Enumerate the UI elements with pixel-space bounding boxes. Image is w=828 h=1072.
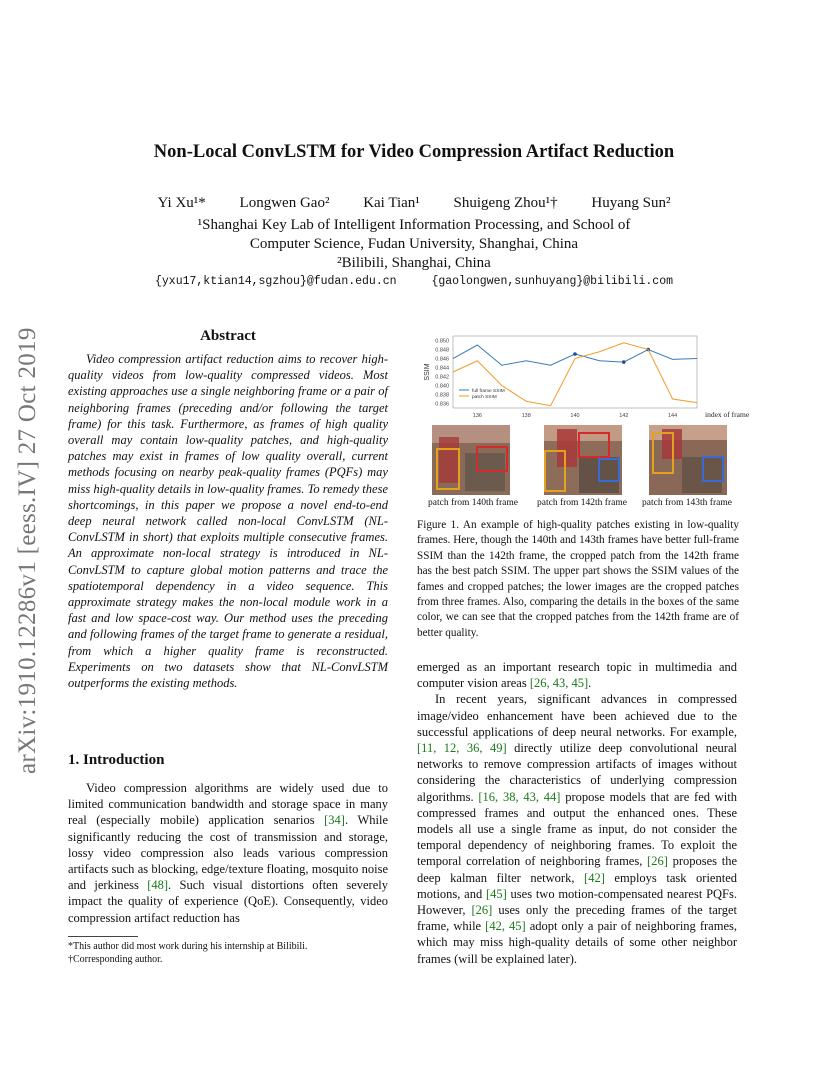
- text-run: Video compression algorithms are widely used due to limited communication bandwidth and storage space in many real (especially mobile) application senarios: [68, 781, 388, 828]
- intro-paragraph-2: [417, 691, 737, 966]
- frame-patch-images: [417, 423, 742, 498]
- section-heading-introduction: 1. Introduction: [68, 752, 165, 768]
- citation-link[interactable]: [26, 43, 45]: [529, 676, 589, 691]
- figure-caption: Figure 1. An example of high-quality patches existing in low-quality frames. Here, though the 140th and 143th frames have better full-frame SSIM than the 142th frame, the cropped patch from the 142th frame has the best patch SSIM. The upper part shows the SSIM values of the fames and cropped patches; the lower images are the cropped patches from three frames. Also, comparing the details in the boxes of the same color, we can see that the cropped patches from the 142th frame are of better quality.: [417, 519, 739, 639]
- y-axis-label: SSIM: [424, 363, 431, 381]
- y-tick-label: 0.840: [435, 383, 449, 390]
- citation-link[interactable]: [34]: [324, 813, 345, 828]
- affiliation-line-3: ²Bilibili, Shanghai, China: [337, 255, 491, 271]
- text-run: .: [588, 676, 592, 691]
- citation-link[interactable]: [16, 38, 43, 44]: [478, 789, 561, 804]
- footnote-1: *This author did most work during his internship at Bilibili.: [68, 941, 308, 952]
- abstract-body: [68, 351, 388, 691]
- author-list: [0, 195, 828, 212]
- text-run: employs task oriented motions, and: [417, 870, 737, 901]
- email-fudan: {yxu17,ktian14,sgzhou}@fudan.edu.cn: [155, 275, 397, 288]
- footnote-2: †Corresponding author.: [68, 954, 163, 965]
- patch-label-142: patch from 142th frame: [537, 498, 627, 508]
- citation-link[interactable]: [11, 12, 36, 49]: [417, 741, 507, 756]
- y-tick-label: 0.836: [435, 401, 449, 408]
- text-run: adopt only a pair of neighboring frames, which may miss high-quality details of some other neighbor frames (will be explained later).: [417, 919, 737, 966]
- text-run: uses two motion-compensated nearest PQFs. However,: [417, 886, 737, 918]
- y-tick-label: 0.846: [435, 356, 449, 363]
- text-run: directly utilize deep convolutional neural networks to remove compression artifacts of images without considering the characteristics of underlying compression algorithms.: [417, 741, 737, 804]
- y-tick-label: 0.842: [435, 374, 449, 381]
- abstract-text: Video compression artifact reduction aims to recover high-quality videos from low-quality compressed videos. Most existing approaches use a single neighboring frame or a pair of neighboring frames (preceding and/or following the target frame) for this task. Furthermore, as frames of high quality overall may contain low-quality patches, and high-quality patches may exist in frames of low quality overall, current methods focusing on nearby peak-quality frames (PQFs) may miss high-quality details in low-quality frames. To remedy these shortcomings, in this paper we propose a novel end-to-end deep neural network called non-local ConvLSTM (NL-ConvLSTM in short) that exploits multiple consecutive frames. An approximate non-local strategy is introduced in NL-ConvLSTM to capture global motion patterns and trace the spatiotemporal dependency in a video sequence. This approximate strategy makes the non-local module work in a fast and low space-cost way. Our method uses the preceding and following frames of the target frame to generate a residual, from which a higher quality frame is reconstructed. Experiments on two datasets show that NL-ConvLSTM outperforms the existing methods.: [68, 352, 388, 691]
- citation-link[interactable]: [26]: [647, 854, 668, 869]
- author: Longwen Gao²: [239, 195, 330, 211]
- y-tick-label: 0.838: [435, 392, 449, 399]
- intro-paragraph-continued: [417, 659, 737, 691]
- patch-image-142: [544, 425, 622, 495]
- citation-link[interactable]: [42, 45]: [485, 919, 526, 934]
- x-tick-label: 138: [521, 413, 531, 419]
- text-run: uses only the preceding frames of the target frame, while: [417, 903, 737, 934]
- x-tick-label: 142: [619, 413, 629, 419]
- author: Yi Xu¹*: [157, 195, 206, 211]
- x-axis-label: index of frame: [705, 410, 750, 419]
- x-tick-label: 140: [570, 413, 580, 419]
- intro-right-column: [417, 659, 737, 967]
- text-run: In recent years, significant advances in compressed image/video enhancement have been achieved due to the successful applications of deep neural networks. For example,: [417, 692, 737, 739]
- author: Huyang Sun²: [591, 195, 671, 211]
- intro-paragraph-1: [68, 780, 388, 926]
- y-tick-label: 0.848: [435, 347, 449, 354]
- text-run: . While significantly reducing the cost of transmission and storage, lossy video compression also leads various compression artifacts such as blocking, edge/texture floating, mosquito noise and jerkiness: [68, 813, 388, 893]
- citation-link[interactable]: [48]: [147, 878, 169, 893]
- legend-label: full frame SSIM: [472, 388, 505, 394]
- ssim-line-chart: [417, 330, 750, 422]
- y-tick-label: 0.850: [435, 338, 449, 345]
- text-run: . Such visual distortions often severely impact the quality of experience (QoE). Consequently, video compression artifact reduction has: [68, 878, 388, 925]
- patch-image-143: [649, 425, 727, 495]
- author: Shuigeng Zhou¹†: [453, 195, 558, 211]
- text-run: proposes the deep kalman filter network,: [417, 854, 737, 885]
- text-run: emerged as an important research topic in multimedia and computer vision areas: [417, 660, 737, 691]
- abstract-heading: Abstract: [200, 328, 256, 344]
- citation-link[interactable]: [42]: [584, 870, 605, 885]
- y-tick-label: 0.844: [435, 365, 449, 372]
- patch-image-140: [432, 425, 510, 495]
- arxiv-identifier: arXiv:1910.12286v1 [eess.IV] 27 Oct 2019: [14, 327, 41, 774]
- highlight-point: [622, 360, 626, 364]
- affiliation-line-1: ¹Shanghai Key Lab of Intelligent Information Processing, and School of: [197, 217, 631, 233]
- email-bilibili: {gaolongwen,sunhuyang}@bilibili.com: [431, 275, 673, 288]
- x-tick-label: 144: [668, 413, 678, 419]
- text-run: propose models that are fed with compressed frames and output the enhanced ones. These models all use a single frame as input, do not consider the temporal dependency of neighboring frames. To exploit the temporal correlation of neighboring frames,: [417, 789, 738, 869]
- footnote-rule: [68, 936, 138, 937]
- paper-title: Non-Local ConvLSTM for Video Compression Artifact Reduction: [153, 142, 675, 162]
- affiliation-line-2: Computer Science, Fudan University, Shanghai, China: [249, 236, 579, 252]
- author: Kai Tian¹: [363, 195, 420, 211]
- patch-label-140: patch from 140th frame: [428, 498, 518, 508]
- citation-link[interactable]: [26]: [471, 903, 493, 918]
- highlight-point: [573, 352, 577, 356]
- patch-label-143: patch from 143th frame: [642, 498, 732, 508]
- email-addresses: [0, 275, 828, 288]
- citation-link[interactable]: [45]: [485, 886, 507, 901]
- intro-left-column: [68, 780, 388, 926]
- x-tick-label: 136: [472, 413, 482, 419]
- legend-label: patch SSIM: [472, 394, 497, 400]
